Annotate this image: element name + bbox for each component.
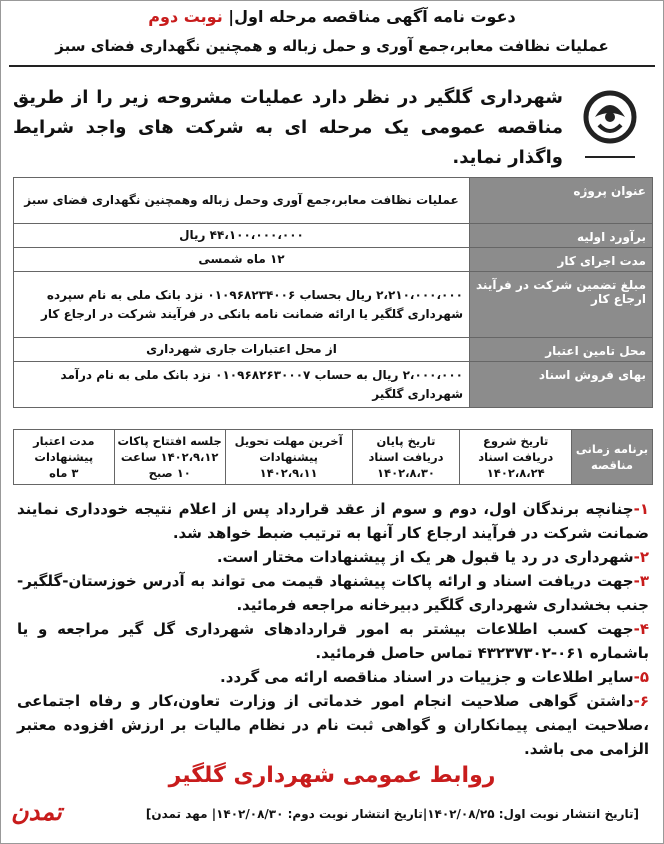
spec-row	[14, 224, 653, 248]
item-text: چنانچه برندگان اول، دوم و سوم از عقد قرارداد پس از اعلام نتیجه خودداری نمایند ضمانت شرکت در فرآیند ارجاع کار آنها به ترتیب ضبط خواهد شد.	[17, 500, 649, 542]
item-text: جهت دریافت اسناد و ارائه پاکات پیشنهاد قیمت می تواند به آدرس خوزستان-گلگیر-جنب بخشداری شهرداری گلگیر دبیرخانه مراجعه فرمائید.	[17, 572, 649, 614]
schedule-head: تاریخ شروع دریافت اسناد	[478, 434, 554, 464]
schedule-label: برنامه زمانی مناقصه	[572, 430, 653, 485]
newspaper-logo: تمدن	[11, 797, 62, 826]
title-turn: نوبت دوم	[148, 7, 229, 26]
schedule-row	[14, 430, 653, 485]
item-number: ۴	[639, 620, 649, 638]
spec-label: عنوان پروژه	[470, 178, 653, 224]
item-text: جهت کسب اطلاعات بیشتر به امور قراردادهای شهرداری گل گیر مراجعه و یا باشماره ۰۶۱-۴۳۲۳۷۳۰۲ تماس حاصل فرمائید.	[17, 620, 649, 662]
list-item: ۳-جهت دریافت اسناد و ارائه پاکات پیشنهاد قیمت می تواند به آدرس خوزستان-گلگیر-جنب بخشداری شهرداری گلگیر دبیرخانه مراجعه فرمائید.	[17, 572, 649, 614]
spec-label: مدت اجرای کار	[470, 248, 653, 272]
schedule-value: ۱۴۰۲،۸،۲۴	[486, 466, 545, 480]
schedule-table	[13, 429, 653, 485]
schedule-value: ۱۴۰۲،۹،۱۲ ساعت ۱۰ صبح	[120, 450, 219, 480]
spec-value: ۲،۲۱۰،۰۰۰،۰۰۰ ریال بحساب ۰۱۰۹۶۸۲۳۴۰۰۶ نزد بانک ملی به نام سپرده شهرداری گلگیر یا ارائه ضمانت نامه بانکی در فرآیند شرکت در ارجاع کار	[14, 272, 470, 338]
schedule-head: تاریخ پایان دریافت اسناد	[368, 434, 444, 464]
item-text: داشتن گواهی صلاحیت انجام امور خدماتی از وزارت تعاون،کار و رفاه اجتماعی ،صلاحیت ایمنی پیمانکاران و گواهی ثبت نام در نظام مالیات بر ارزش افزوده معتبر الزامی می باشد.	[17, 692, 649, 758]
spec-value: ۲،۰۰۰،۰۰۰ ریال به حساب ۰۱۰۹۶۸۲۶۳۰۰۰۷ نزد بانک ملی به نام درآمد شهرداری گلگیر	[14, 362, 470, 408]
item-text: سایر اطلاعات و جزییات در اسناد مناقصه ارائه می گردد.	[220, 668, 634, 686]
publication-dates: [تاریخ انتشار نوبت اول: ۱۴۰۲/۰۸/۲۵|تاریخ انتشار نوبت دوم: ۱۴۰۲/۰۸/۳۰| مهد تمدن]	[145, 807, 639, 821]
spec-row	[14, 362, 653, 408]
notice-title	[1, 7, 663, 26]
spec-row	[14, 178, 653, 224]
spec-row	[14, 272, 653, 338]
item-number: ۳	[639, 572, 649, 590]
item-number: ۲	[639, 548, 649, 566]
schedule-head: مدت اعتبار پیشنهادات	[33, 434, 95, 464]
item-number: ۱	[639, 500, 649, 518]
intro-paragraph: شهرداری گلگیر در نظر دارد عملیات مشروحه زیر را از طریق مناقصه عمومی یک مرحله ای به شرکت های واجد شرایط واگذار نماید.	[13, 87, 563, 168]
schedule-cell	[114, 430, 225, 485]
item-number: ۶	[639, 692, 649, 710]
list-item: ۲-شهرداری در رد یا قبول هر یک از پیشنهادات مختار است.	[216, 548, 649, 566]
item-number: ۵	[639, 668, 649, 686]
spec-label: بهای فروش اسناد	[470, 362, 653, 408]
schedule-head: جلسه افتتاح پاکات	[117, 434, 222, 448]
schedule-value: ۳ ماه	[49, 466, 79, 480]
title-main: دعوت نامه آگهی مناقصه مرحله اول|	[228, 7, 516, 26]
spec-row	[14, 248, 653, 272]
schedule-value: ۱۴۰۲،۹،۱۱	[259, 466, 318, 480]
spec-value: ۴۴،۱۰۰،۰۰۰،۰۰۰ ریال	[14, 224, 470, 248]
list-item: ۱-چنانچه برندگان اول، دوم و سوم از عقد قرارداد پس از اعلام نتیجه خودداری نمایند ضمانت شرکت در فرآیند ارجاع کار آنها به ترتیب ضبط خواهد شد.	[17, 500, 649, 542]
municipality-logo-icon	[575, 79, 645, 169]
spec-value: از محل اعتبارات جاری شهرداری	[14, 338, 470, 362]
list-item: ۵-سایر اطلاعات و جزییات در اسناد مناقصه ارائه می گردد.	[220, 668, 649, 686]
list-item: ۴-جهت کسب اطلاعات بیشتر به امور قراردادهای شهرداری گل گیر مراجعه و یا باشماره ۰۶۱-۴۳۲۳۷۳۰۲ تماس حاصل فرمائید.	[17, 620, 649, 662]
spec-row	[14, 338, 653, 362]
conditions-list	[17, 497, 649, 761]
schedule-head: آخرین مهلت تحویل پیشنهادات	[234, 434, 343, 464]
schedule-cell	[460, 430, 572, 485]
header-divider	[9, 65, 655, 67]
spec-value: ۱۲ ماه شمسی	[14, 248, 470, 272]
spec-label: محل تامین اعتبار	[470, 338, 653, 362]
schedule-cell	[352, 430, 460, 485]
spec-label: مبلغ تضمین شرکت در فرآیند ارجاع کار	[470, 272, 653, 338]
notice-subtitle: عملیات نظافت معابر،جمع آوری و حمل زباله و همچنین نگهداری فضای سبز	[55, 37, 609, 55]
public-relations-signature: روابط عمومی شهرداری گلگیر	[168, 763, 496, 788]
spec-value: عملیات نظافت معابر،جمع آوری وحمل زباله وهمچنین نگهداری فضای سبز	[14, 178, 470, 224]
item-text: شهرداری در رد یا قبول هر یک از پیشنهادات مختار است.	[216, 548, 634, 566]
schedule-cell	[14, 430, 115, 485]
schedule-cell	[225, 430, 352, 485]
project-spec-table	[13, 177, 653, 408]
list-item: ۶-داشتن گواهی صلاحیت انجام امور خدماتی از وزارت تعاون،کار و رفاه اجتماعی ،صلاحیت ایمنی پیمانکاران و گواهی ثبت نام در نظام مالیات بر ارزش افزوده معتبر الزامی می باشد.	[17, 692, 649, 758]
spec-label: برآورد اولیه	[470, 224, 653, 248]
schedule-value: ۱۴۰۲،۸،۳۰	[377, 466, 435, 480]
